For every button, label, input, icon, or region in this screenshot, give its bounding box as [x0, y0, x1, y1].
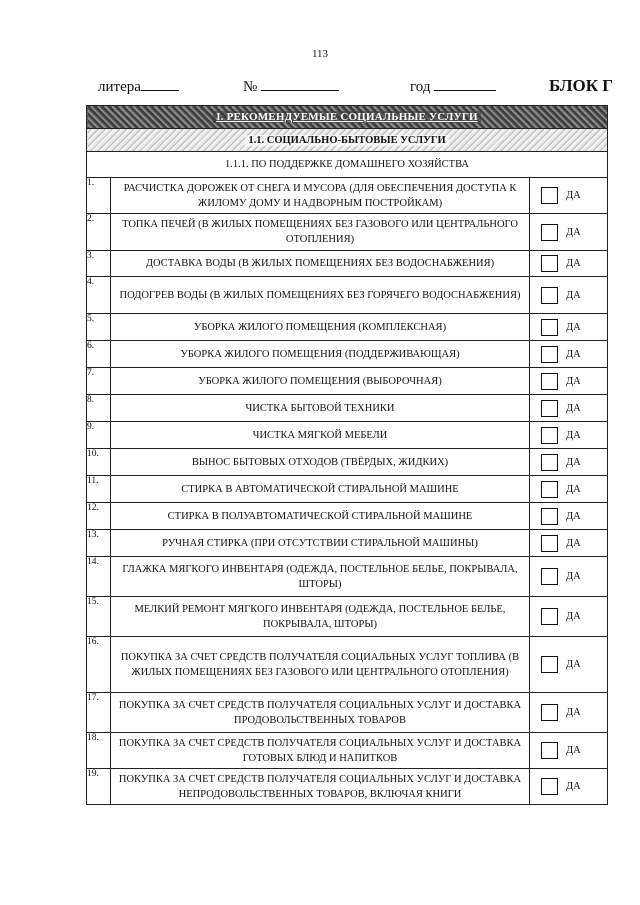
table-row — [87, 277, 608, 314]
item-number: 11. — [87, 476, 111, 503]
answer-cell — [530, 178, 608, 214]
section1-title: I. РЕКОМЕНДУЕМЫЕ СОЦИАЛЬНЫЕ УСЛУГИ — [213, 111, 481, 123]
item-text: ПОКУПКА ЗА СЧЕТ СРЕДСТВ ПОЛУЧАТЕЛЯ СОЦИАЛЬНЫХ УСЛУГ И ДОСТАВКА ГОТОВЫХ БЛЮД И НАПИТКОВ — [111, 733, 530, 769]
item-text: ПОДОГРЕВ ВОДЫ (В ЖИЛЫХ ПОМЕЩЕНИЯХ БЕЗ ГОРЯЧЕГО ВОДОСНАБЖЕНИЯ) — [111, 277, 530, 314]
item-number: 6. — [87, 341, 111, 368]
table-row — [87, 314, 608, 341]
item-text: УБОРКА ЖИЛОГО ПОМЕЩЕНИЯ (ВЫБОРОЧНАЯ) — [111, 368, 530, 395]
answer-cell — [530, 476, 608, 503]
yes-checkbox[interactable] — [541, 187, 558, 204]
page-number: 113 — [311, 48, 329, 60]
item-text: ПОКУПКА ЗА СЧЕТ СРЕДСТВ ПОЛУЧАТЕЛЯ СОЦИАЛЬНЫХ УСЛУГ И ДОСТАВКА ПРОДОВОЛЬСТВЕННЫХ ТОВАРОВ — [111, 693, 530, 733]
item-text: ЧИСТКА БЫТОВОЙ ТЕХНИКИ — [111, 395, 530, 422]
item-text: ПОКУПКА ЗА СЧЕТ СРЕДСТВ ПОЛУЧАТЕЛЯ СОЦИАЛЬНЫХ УСЛУГ И ДОСТАВКА НЕПРОДОВОЛЬСТВЕННЫХ ТОВАРОВ, ВКЛЮЧАЯ КНИГИ — [111, 769, 530, 805]
answer-cell — [530, 214, 608, 251]
item-text: РАСЧИСТКА ДОРОЖЕК ОТ СНЕГА И МУСОРА (ДЛЯ ОБЕСПЕЧЕНИЯ ДОСТУПА К ЖИЛОМУ ДОМУ И НАДВОРНЫМ ПОСТРОЙКАМ) — [111, 178, 530, 214]
answer-cell — [530, 769, 608, 805]
yes-label: ДА — [566, 571, 581, 582]
year-label: год — [410, 79, 431, 95]
section1-row — [87, 106, 608, 129]
section3-title: 1.1.1. ПО ПОДДЕРЖКЕ ДОМАШНЕГО ХОЗЯЙСТВА — [87, 152, 608, 178]
litera-label: литера — [98, 79, 141, 95]
item-number: 9. — [87, 422, 111, 449]
answer-cell — [530, 693, 608, 733]
yes-checkbox[interactable] — [541, 287, 558, 304]
table-row — [87, 769, 608, 805]
table-row — [87, 637, 608, 693]
item-text: ДОСТАВКА ВОДЫ (В ЖИЛЫХ ПОМЕЩЕНИЯХ БЕЗ ВОДОСНАБЖЕНИЯ) — [111, 251, 530, 277]
answer-cell — [530, 449, 608, 476]
answer-cell — [530, 733, 608, 769]
item-number: 10. — [87, 449, 111, 476]
litera-blank[interactable] — [141, 77, 179, 91]
answer-cell — [530, 637, 608, 693]
item-number: 2. — [87, 214, 111, 251]
answer-cell — [530, 422, 608, 449]
yes-label: ДА — [566, 510, 581, 522]
item-number: 14. — [87, 557, 111, 597]
table-row — [87, 557, 608, 597]
yes-label: ДА — [566, 348, 581, 360]
yes-label: ДА — [566, 537, 581, 549]
litera-field[interactable] — [98, 77, 179, 97]
item-number: 19. — [87, 769, 111, 805]
yes-label: ДА — [566, 258, 581, 269]
table-row — [87, 395, 608, 422]
yes-checkbox[interactable] — [541, 481, 558, 498]
number-blank[interactable] — [261, 77, 339, 91]
item-number: 3. — [87, 251, 111, 277]
item-number: 15. — [87, 597, 111, 637]
item-number: 4. — [87, 277, 111, 314]
yes-label: ДА — [566, 483, 581, 495]
services-table — [86, 105, 608, 805]
item-text: РУЧНАЯ СТИРКА (ПРИ ОТСУТСТВИИ СТИРАЛЬНОЙ МАШИНЫ) — [111, 530, 530, 557]
yes-label: ДА — [566, 611, 581, 622]
answer-cell — [530, 368, 608, 395]
section3-row — [87, 152, 608, 178]
table-row — [87, 341, 608, 368]
answer-cell — [530, 251, 608, 277]
yes-checkbox[interactable] — [541, 535, 558, 552]
item-text: МЕЛКИЙ РЕМОНТ МЯГКОГО ИНВЕНТАРЯ (ОДЕЖДА, ПОСТЕЛЬНОЕ БЕЛЬЕ, ПОКРЫВАЛА, ШТОРЫ) — [111, 597, 530, 637]
block-label: БЛОК Г — [549, 76, 614, 95]
section2-row — [87, 129, 608, 152]
answer-cell — [530, 503, 608, 530]
yes-checkbox[interactable] — [541, 224, 558, 241]
item-number: 18. — [87, 733, 111, 769]
yes-label: ДА — [566, 456, 581, 468]
yes-checkbox[interactable] — [541, 742, 558, 759]
answer-cell — [530, 395, 608, 422]
yes-label: ДА — [566, 375, 581, 387]
yes-label: ДА — [566, 321, 581, 333]
table-row — [87, 214, 608, 251]
yes-checkbox[interactable] — [541, 454, 558, 471]
yes-checkbox[interactable] — [541, 400, 558, 417]
answer-cell — [530, 530, 608, 557]
answer-cell — [530, 597, 608, 637]
item-number: 16. — [87, 637, 111, 693]
table-row — [87, 251, 608, 277]
item-number: 13. — [87, 530, 111, 557]
yes-checkbox[interactable] — [541, 778, 558, 795]
answer-cell — [530, 314, 608, 341]
yes-checkbox[interactable] — [541, 656, 558, 673]
item-text: ЧИСТКА МЯГКОЙ МЕБЕЛИ — [111, 422, 530, 449]
item-text: УБОРКА ЖИЛОГО ПОМЕЩЕНИЯ (КОМПЛЕКСНАЯ) — [111, 314, 530, 341]
table-row — [87, 597, 608, 637]
yes-label: ДА — [566, 659, 581, 670]
yes-checkbox[interactable] — [541, 427, 558, 444]
year-field[interactable] — [410, 77, 496, 97]
yes-checkbox[interactable] — [541, 346, 558, 363]
table-row — [87, 733, 608, 769]
table-row — [87, 503, 608, 530]
yes-label: ДА — [566, 190, 581, 201]
table-row — [87, 693, 608, 733]
item-number: 1. — [87, 178, 111, 214]
table-row — [87, 530, 608, 557]
item-text: ПОКУПКА ЗА СЧЕТ СРЕДСТВ ПОЛУЧАТЕЛЯ СОЦИАЛЬНЫХ УСЛУГ ТОПЛИВА (В ЖИЛЫХ ПОМЕЩЕНИЯХ БЕЗ ГАЗОВОГО ИЛИ ЦЕНТРАЛЬНОГО ОТОПЛЕНИЯ) — [111, 637, 530, 693]
yes-checkbox[interactable] — [541, 508, 558, 525]
item-text: УБОРКА ЖИЛОГО ПОМЕЩЕНИЯ (ПОДДЕРЖИВАЮЩАЯ) — [111, 341, 530, 368]
yes-checkbox[interactable] — [541, 704, 558, 721]
table-row — [87, 422, 608, 449]
yes-checkbox[interactable] — [541, 608, 558, 625]
item-text: ГЛАЖКА МЯГКОГО ИНВЕНТАРЯ (ОДЕЖДА, ПОСТЕЛЬНОЕ БЕЛЬЕ, ПОКРЫВАЛА, ШТОРЫ) — [111, 557, 530, 597]
yes-label: ДА — [566, 226, 581, 238]
item-number: 12. — [87, 503, 111, 530]
table-row — [87, 476, 608, 503]
item-number: 17. — [87, 693, 111, 733]
number-field[interactable] — [243, 77, 339, 97]
item-text: СТИРКА В ПОЛУАВТОМАТИЧЕСКОЙ СТИРАЛЬНОЙ МАШИНЕ — [111, 503, 530, 530]
yes-label: ДА — [566, 402, 581, 414]
answer-cell — [530, 557, 608, 597]
item-number: 8. — [87, 395, 111, 422]
yes-label: ДА — [566, 289, 581, 301]
table-row — [87, 368, 608, 395]
number-label: № — [243, 79, 258, 95]
answer-cell — [530, 341, 608, 368]
item-text: ТОПКА ПЕЧЕЙ (В ЖИЛЫХ ПОМЕЩЕНИЯХ БЕЗ ГАЗОВОГО ИЛИ ЦЕНТРАЛЬНОГО ОТОПЛЕНИЯ) — [111, 214, 530, 251]
item-number: 5. — [87, 314, 111, 341]
item-number: 7. — [87, 368, 111, 395]
yes-checkbox[interactable] — [541, 568, 558, 585]
section2-title: 1.1. СОЦИАЛЬНО-БЫТОВЫЕ УСЛУГИ — [245, 135, 448, 146]
table-row — [87, 178, 608, 214]
yes-label: ДА — [566, 707, 581, 718]
yes-label: ДА — [566, 745, 581, 756]
yes-label: ДА — [566, 781, 581, 792]
yes-label: ДА — [566, 429, 581, 441]
item-text: ВЫНОС БЫТОВЫХ ОТХОДОВ (ТВЁРДЫХ, ЖИДКИХ) — [111, 449, 530, 476]
yes-checkbox[interactable] — [541, 319, 558, 336]
yes-checkbox[interactable] — [541, 373, 558, 390]
item-text: СТИРКА В АВТОМАТИЧЕСКОЙ СТИРАЛЬНОЙ МАШИНЕ — [111, 476, 530, 503]
answer-cell — [530, 277, 608, 314]
yes-checkbox[interactable] — [541, 255, 558, 272]
table-row — [87, 449, 608, 476]
year-blank[interactable] — [434, 77, 496, 91]
